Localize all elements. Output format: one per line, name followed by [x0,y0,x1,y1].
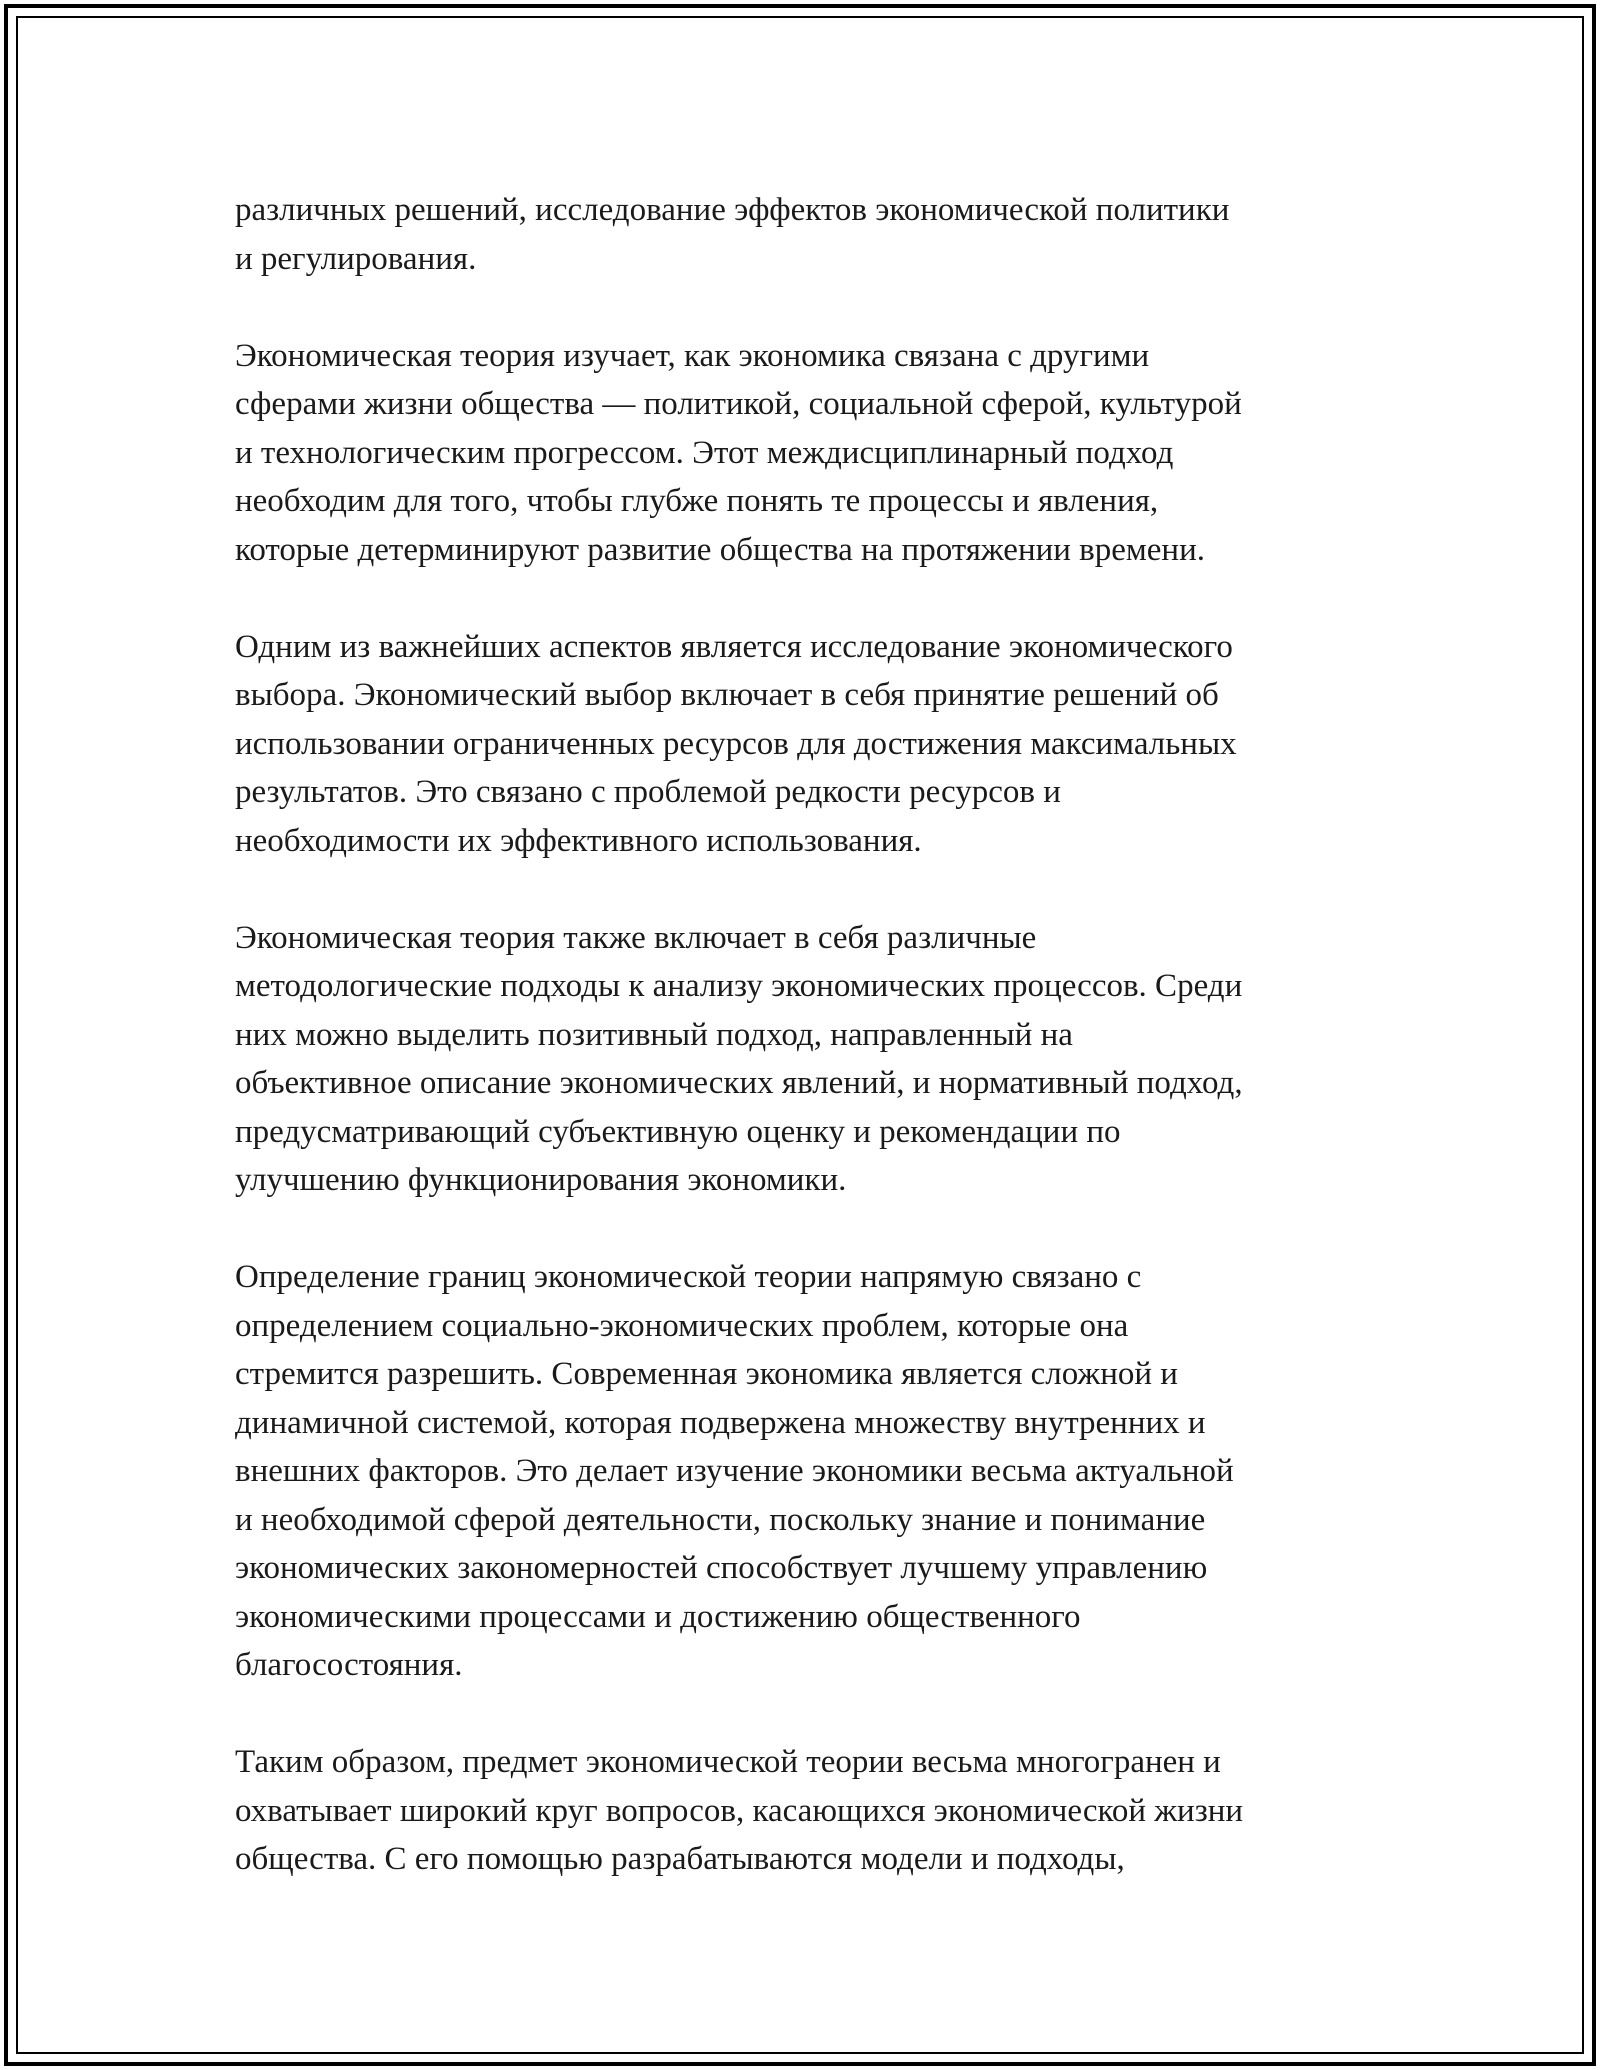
text-line: необходимости их эффективного использования. [235,822,922,859]
text-line: использовании ограниченных ресурсов для достижения максимальных [235,725,1237,762]
text-line: охватывает широкий круг вопросов, касающихся экономической жизни [235,1792,1244,1829]
text-line: Экономическая теория также включает в себя различные [235,919,1037,956]
document-body [235,186,1375,1932]
text-line: стремится разрешить. Современная экономика является сложной и [235,1356,1178,1392]
text-line: общества. С его помощью разрабатываются модели и подходы, [235,1841,1125,1877]
text-line: и необходимой сферой деятельности, поскольку знание и понимание [235,1501,1206,1538]
text-line: которые детерминируют развитие общества на протяжении времени. [235,531,1206,568]
text-line: и регулирования. [235,240,477,277]
text-line: них можно выделить позитивный подход, направленный на [235,1016,1073,1053]
text-line: экономических закономерностей способствует лучшему управлению [235,1550,1208,1586]
text-line: выбора. Экономический выбор включает в себя принятие решений об [235,677,1219,713]
text-line: методологические подходы к анализу экономических процессов. Среди [235,968,1243,1004]
text-line: различных решений, исследование эффектов экономической политики [235,192,1230,228]
paragraph-3 [235,623,1375,866]
paragraph-2 [235,332,1375,575]
paragraph-5 [235,1253,1375,1690]
text-line: улучшению функционирования экономики. [235,1162,847,1198]
paragraph-6 [235,1738,1375,1884]
text-line: необходим для того, чтобы глубже понять те процессы и явления, [235,483,1159,519]
text-line: внешних факторов. Это делает изучение экономики весьма актуальной [235,1453,1234,1489]
text-line: динамичной системой, которая подвержена множеству внутренних и [235,1404,1206,1441]
text-line: объективное описание экономических явлений, и нормативный подход, [235,1065,1243,1101]
text-line: предусматривающий субъективную оценку и рекомендации по [235,1113,1121,1150]
paragraph-4 [235,914,1375,1205]
text-line: и технологическим прогрессом. Этот междисциплинарный подход [235,434,1174,471]
text-line: Экономическая теория изучает, как экономика связана с другими [235,337,1150,374]
text-line: определением социально-экономических проблем, которые она [235,1307,1129,1344]
paragraph-1 [235,186,1375,283]
text-line: экономическими процессами и достижению общественного [235,1598,1081,1635]
text-line: результатов. Это связано с проблемой редкости ресурсов и [235,774,1061,810]
text-line: благосостояния. [235,1647,463,1683]
text-line: сферами жизни общества — политикой, социальной сферой, культурой [235,386,1242,422]
text-line: Одним из важнейших аспектов является исследование экономического [235,628,1233,665]
text-line: Определение границ экономической теории напрямую связано с [235,1259,1142,1295]
text-line: Таким образом, предмет экономической теории весьма многогранен и [235,1744,1221,1780]
